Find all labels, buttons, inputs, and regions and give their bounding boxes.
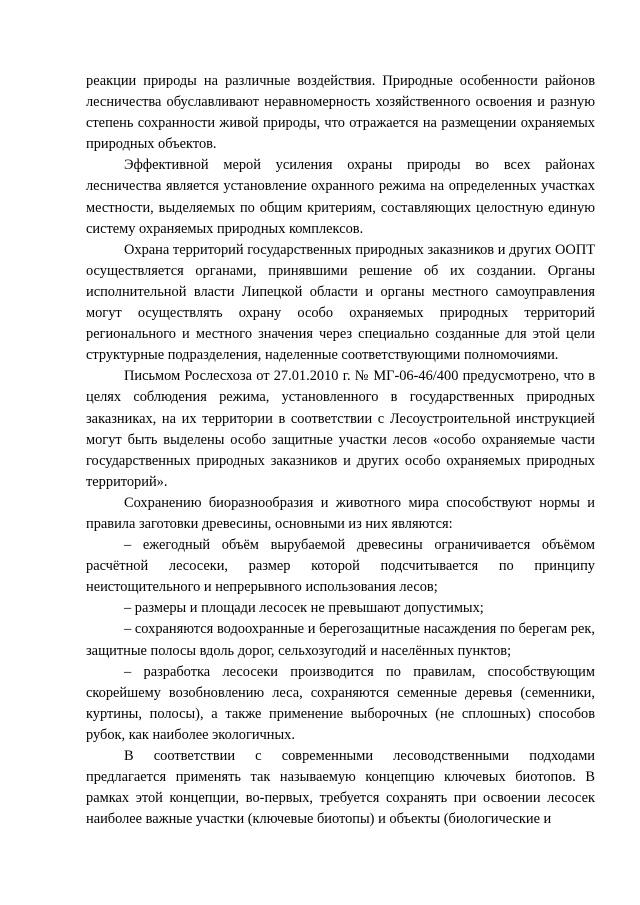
paragraph: реакции природы на различные воздействия. Природные особенности районов лесничества обуславливают неравномерность хозяйственного освоения и разную степень сохранности живой природы, что отражается на размещении охраняемых природных объектов. bbox=[86, 73, 595, 153]
paragraph: Эффективной мерой усиления охраны природы во всех районах лесничества является установление охранного режима на определенных участках местности, выделяемых по общим критериям, составляющих целостную единую систему охраняемых природных комплексов. bbox=[86, 157, 595, 237]
paragraph: В соответствии с современными лесоводственными подходами предлагается применять так называемую концепцию ключевых биотопов. В рамках этой концепции, во-первых, требуется сохранять при освоении лесосек наиболее важные участки (ключевые биотопы) и объекты (биологические и bbox=[86, 748, 595, 828]
paragraph: Охрана территорий государственных природных заказников и других ООПТ осуществляется органами, принявшими решение об их создании. Органы исполнительной власти Липецкой области и органы местного самоуправления могут осуществлять охрану особо охраняемых природных территорий регионального и местного значения через специально созданные для этой цели структурные подразделения, наделенные соответствующими полномочиями. bbox=[86, 241, 595, 364]
list-item: – ежегодный объём вырубаемой древесины ограничивается объёмом расчётной лесосеки, размер которой подсчитывается по принципу неистощительного и непрерывного использования лесов; bbox=[86, 537, 595, 596]
list-item: – размеры и площади лесосек не превышают допустимых; bbox=[124, 600, 484, 617]
document-page bbox=[86, 71, 595, 830]
paragraph: Сохранению биоразнообразия и животного мира способствуют нормы и правила заготовки древесины, основными из них являются: bbox=[86, 494, 595, 532]
paragraph: Письмом Рослесхоза от 27.01.2010 г. № МГ-06-46/400 предусмотрено, что в целях соблюдения режима, установленного в государственных природных заказниках, на их территории в соответствии с Лесоустроительной инструкцией могут быть выделены особо защитные участки лесов «особо охраняемые части государственных природных заказников и других особо охраняемых природных территорий». bbox=[86, 368, 595, 490]
list-item: – сохраняются водоохранные и берегозащитные насаждения по берегам рек, защитные полосы вдоль дорог, сельхозугодий и населённых пунктов; bbox=[86, 621, 595, 659]
list-item: – разработка лесосеки производится по правилам, способствующим скорейшему возобновлению леса, сохраняются семенные деревья (семенники, куртины, полосы), а также применение выборочных (не сплошных) способов рубок, как наиболее экологичных. bbox=[86, 663, 595, 743]
